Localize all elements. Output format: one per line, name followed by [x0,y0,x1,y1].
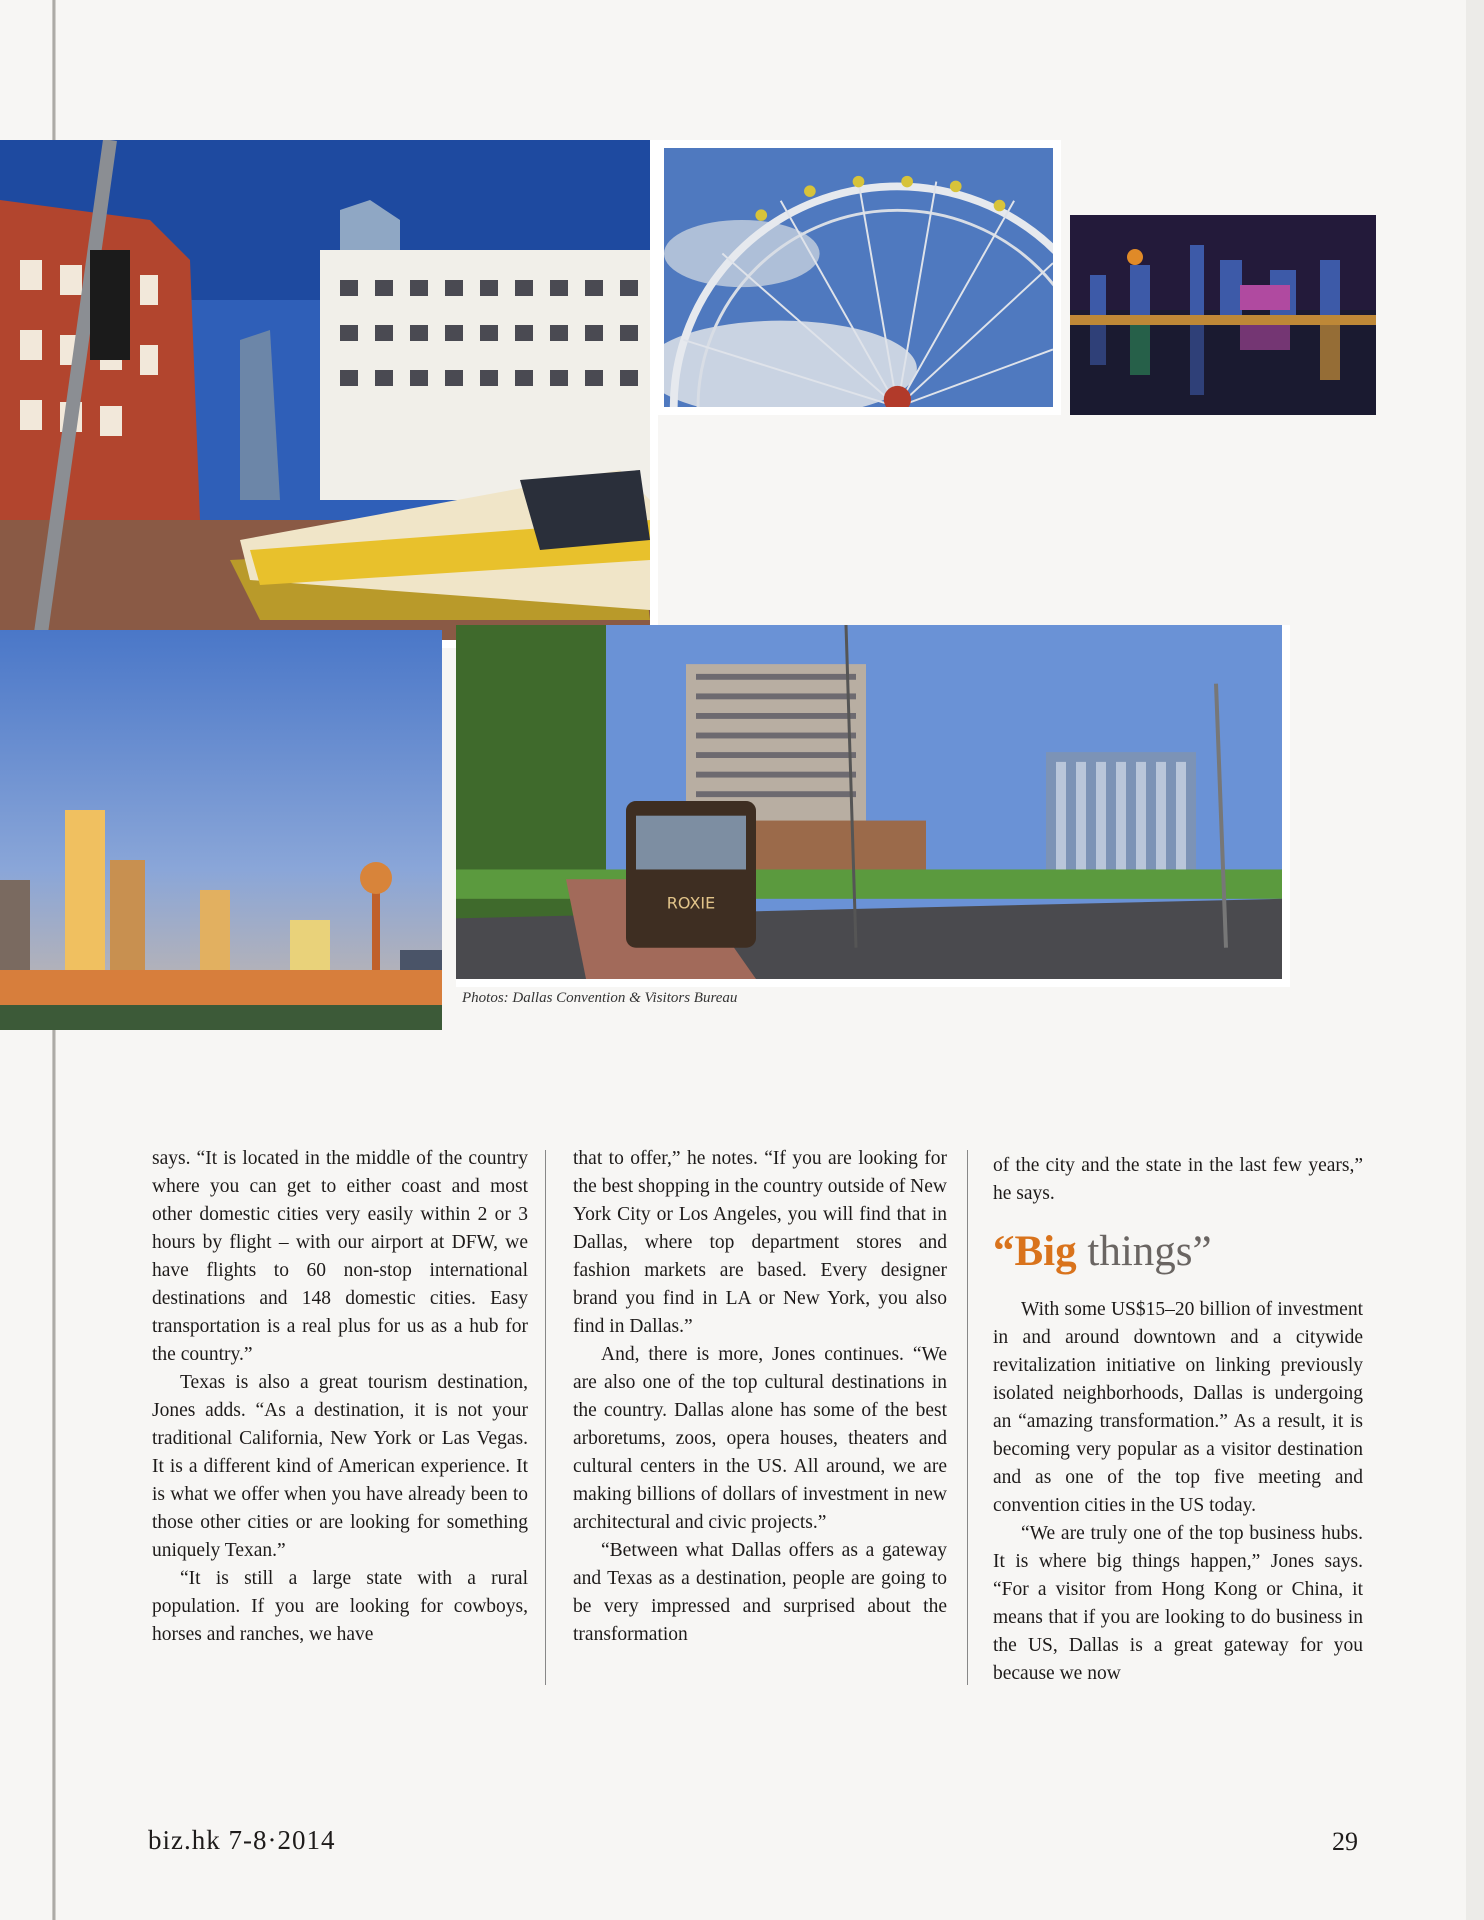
photo-texas-star-wheel [656,140,1061,415]
paragraph: Texas is also a great tourism destination, Jones adds. “As a destination, it is not your traditional California, New York or Las Vegas. It is a different kind of American experience. It is what we offer when you have already been to those other cities or are looking for something uniquely Texan.” [152,1372,528,1561]
heading-highlight: “Big [993,1228,1077,1275]
paragraph: With some US$15–20 billion of investment in and around downtown and a citywide revitalization initiative on linking previously isolated neighborhoods, Dallas is undergoing an “amazing transformation.” As a result, it is becoming very popular as a visitor destination and as one of the top five meeting and convention cities in the US today. [993,1299,1363,1516]
paragraph: that to offer,” he notes. “If you are looking for the best shopping in the country outside of New York City or Los Angeles, you will find that in Dallas, where top department stores and fashion markets are based. Every designer brand you find in LA or New York, you also find in Dallas.” [573,1148,947,1337]
paragraph: says. “It is located in the middle of the country where you can get to either coast and most other domestic cities very easily within 2 or 3 hours by flight – with our airport at DFW, we have flights to 60 non-stop international destinations and 148 domestic cities. Easy transportation is a real plus for us as a hub for the country.” [152,1148,528,1365]
paragraph: “Between what Dallas offers as a gateway and Texas as a destination, people are going to be very impressed and surprised about the transformation [573,1540,947,1645]
section-heading [993,1226,1363,1278]
page-edge [1466,0,1484,1920]
photo-dart-train [0,140,658,648]
paragraph: And, there is more, Jones continues. “We are also one of the top cultural destinations in the country. Dallas alone has some of the best arboretums, zoos, opera houses, theaters and cultural centers in the US. All around, we are making billions of dollars of investment in new architectural and civic projects.” [573,1344,947,1533]
article-column-2 [573,1145,947,1649]
trolley-sign: ROXIE [666,893,716,913]
photo-credit: Photos: Dallas Convention & Visitors Bureau [462,990,738,1006]
paragraph: “It is still a large state with a rural population. If you are looking for cowboys, horses and ranches, we have [152,1568,528,1645]
paragraph: of the city and the state in the last few years,” he says. [993,1155,1363,1204]
page-number: 29 [1332,1827,1358,1856]
photo-skyline-dusk [0,630,442,1030]
article-column-1 [152,1145,528,1649]
article-column-3 [993,1152,1363,1688]
heading-rest: things” [1087,1228,1212,1275]
publication-footer: biz.hk 7-8·2014 [148,1825,336,1855]
photo-trolley [456,625,1290,987]
photo-skyline-night [1070,215,1376,415]
column-divider [967,1150,968,1685]
column-divider [545,1150,546,1685]
paragraph: “We are truly one of the top business hubs. It is where big things happen,” Jones says. “For a visitor from Hong Kong or China, it means that if you are looking to do business in the US, Dallas is a great gateway for you because we now [993,1523,1363,1684]
